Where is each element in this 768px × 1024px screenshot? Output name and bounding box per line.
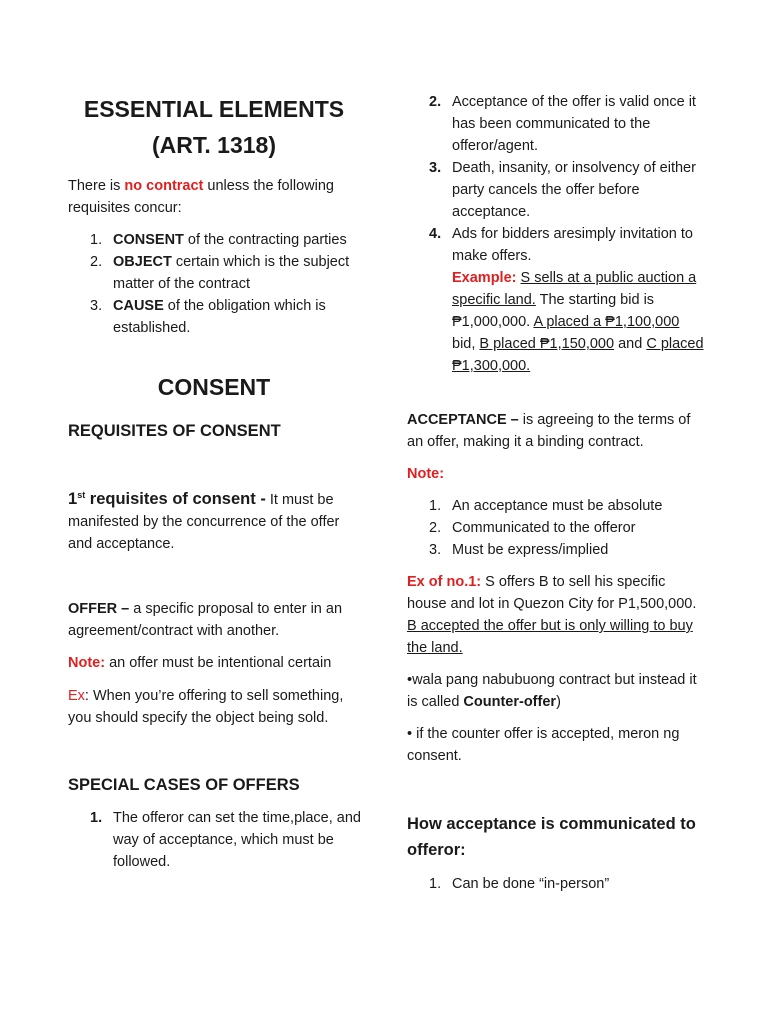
list-item: 1. An acceptance must be absolute [429,498,663,514]
list-item: 3. CAUSE of the obligation which is established. [90,298,326,336]
list-item: 2. OBJECT certain which is the subject matter of the contract [90,254,350,292]
offer-note: Note: an offer must be intentional certain [68,655,332,671]
consent-bullet: • if the counter offer is accepted, meron ng consent. [407,726,680,764]
offer-example: Ex: When you’re offering to sell something, you should specify the object being sold. [68,688,344,726]
essential-elements-list [68,229,363,339]
list-item: 4. Ads for bidders aresimply invitation to make offers. Example: S sells at a public auction a specific land. The starting bid is ₱1,000,000. A placed a ₱1,100,000 bid, B placed ₱1,150,000 and C placed ₱1,300,000. [429,226,704,374]
how-acceptance-list [407,873,704,895]
special-cases-list [68,807,368,873]
first-requisite-paragraph: 1st requisites of consent - It must be manifested by the concurrence of the offer and acceptance. [68,490,340,552]
consent-heading: CONSENT [157,374,271,400]
list-item: 2. Acceptance of the offer is valid once it has been communicated to the offeror/agent. [429,94,696,154]
list-item: 1. CONSENT of the contracting parties [90,232,347,248]
acceptance-note-label: Note: [407,466,445,482]
special-cases-list-continued [407,91,704,377]
requisites-heading: REQUISITES OF CONSENT [68,422,281,440]
counter-offer-bullet: •wala pang nabubuong contract but instead it is called Counter-offer) [407,672,697,710]
list-item: 1. Can be done “in-person” [429,876,610,892]
main-title: ESSENTIAL ELEMENTS (ART. 1318) [83,96,345,158]
list-item: 2. Communicated to the offeror [429,520,636,536]
acceptance-definition: ACCEPTANCE – is agreeing to the terms of an offer, making it a binding contract. [407,412,691,450]
offer-definition: OFFER – a specific proposal to enter in an agreement/contract with another. [68,601,343,639]
acceptance-note-list [407,495,704,561]
list-item: 3. Must be express/implied [429,542,609,558]
example-label: Example: [452,270,517,286]
intro-paragraph: There is no contract unless the following requisites concur: [68,178,334,216]
list-item: 1. The offeror can set the time,place, and way of acceptance, which must be followed. [90,810,361,870]
special-cases-heading: SPECIAL CASES OF OFFERS [68,776,300,794]
how-acceptance-heading: How acceptance is communicated to offeror: [407,815,696,859]
list-item: 3. Death, insanity, or insolvency of either party cancels the offer before acceptance. [429,160,696,220]
no-contract-highlight: no contract [124,178,204,194]
example-no1: Ex of no.1: S offers B to sell his specific house and lot in Quezon City for P1,500,000. B accepted the offer but is only willing to buy the land. [407,574,697,656]
